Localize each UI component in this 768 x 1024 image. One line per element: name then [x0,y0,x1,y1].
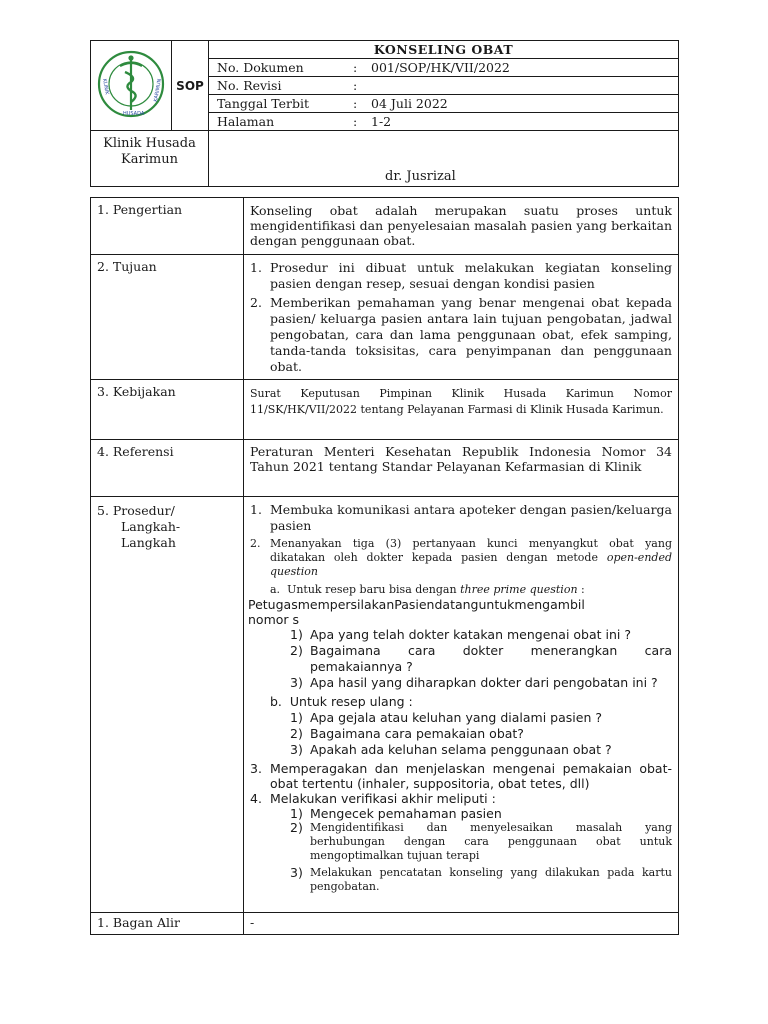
sop-label: SOP [172,41,209,131]
document-title: KONSELING OBAT [209,41,679,59]
text-kebijakan: Surat Keputusan Pimpinan Klinik Husada Karimun Nomor 11/SK/HK/VII/2022 tentang Pelayanan Farmasi di Klinik Husada Karimun. [244,380,679,440]
no-dokumen-value: 001/SOP/HK/VII/2022 [371,59,510,75]
list-item: 1) Apa yang telah dokter katakan mengenai obat ini ? [290,627,632,642]
list-item: 1. Prosedur ini dibuat untuk melakukan kegiatan konseling pasien dengan resep, sesuai dengan kondisi pasien [250,260,672,291]
step2a: a. Untuk resep baru bisa dengan three prime question : [270,583,585,596]
step2b-questions [250,710,672,758]
field-no-dokumen: No. Dokumen : 001/SOP/HK/VII/2022 [209,59,679,77]
list-item: 2) Bagaimana cara pemakaian obat? [290,726,524,741]
label-pengertian: 1. Pengertian [91,198,244,255]
step2b: b. Untuk resep ulang : [270,694,413,709]
label-prosedur: 5. Prosedur/ Langkah- Langkah [91,497,244,913]
list-item: 2. Menanyakan tiga (3) pertanyaan kunci menyangkut obat yang dikatakan oleh dokter kepada pasien dengan metode open-ended question [250,537,672,578]
list-item: 1) Apa gejala atau keluhan yang dialami pasien ? [290,710,602,725]
header-table [90,40,679,187]
list-item: 3) Apa hasil yang diharapkan dokter dari pengobatan ini ? [290,675,658,690]
tanggal-terbit-value: 04 Juli 2022 [371,95,448,111]
label-tujuan: 2. Tujuan [91,255,244,380]
logo-cell [91,41,172,131]
label-referensi: 4. Referensi [91,440,244,497]
list-item: 2) Bagaimana cara dokter menerangkan cara pemakaiannya ? [290,643,672,674]
list-item: 2) Mengidentifikasi dan menyelesaikan masalah yang berhubungan dengan cara penggunaan obat untuk mengoptimalkan tujuan terapi [290,820,672,862]
list-item: 1. Membuka komunikasi antara apoteker dengan pasien/keluarga pasien [250,502,672,533]
list-item: 1) Mengecek pemahaman pasien [290,806,502,821]
field-tanggal-terbit: Tanggal Terbit : 04 Juli 2022 [209,95,679,113]
label-bagan-alir: 1. Bagan Alir [91,913,244,935]
text-referensi: Peraturan Menteri Kesehatan Republik Indonesia Nomor 34 Tahun 2021 tentang Standar Pelayanan Kefarmasian di Klinik [244,440,679,497]
svg-text:HUSADA: HUSADA [123,111,145,117]
step2a-note: PetugasmempersilakanPasiendatanguntukmengambil nomor s [248,597,585,627]
sop-body-table [90,197,679,935]
list-item: 3) Melakukan pencatatan konseling yang dilakukan pada kartu pengobatan. [290,865,672,893]
clinic-logo [93,44,169,124]
bagan-alir-value: - [244,913,679,935]
svg-text:KLINIK: KLINIK [101,78,110,96]
field-no-revisi: No. Revisi : [209,77,679,95]
label-kebijakan: 3. Kebijakan [91,380,244,440]
prosedur-content [244,497,679,913]
text-pengertian: Konseling obat adalah merupakan suatu proses untuk mengidentifikasi dan penyelesaian masalah pasien yang berkaitan dengan penggunaan obat. [244,198,679,255]
list-item: 3) Apakah ada keluhan selama penggunaan obat ? [290,742,612,757]
field-halaman: Halaman : 1-2 [209,113,679,131]
halaman-value: 1-2 [371,113,392,129]
list-item: 4. Melakukan verifikasi akhir meliputi : [250,791,496,806]
clinic-name: Klinik Husada Karimun [91,131,209,187]
svg-text:KARIMUN: KARIMUN [153,78,164,103]
list-item: 3. Memperagakan dan menjelaskan mengenai pemakaian obat-obat tertentu (inhaler, suppositoria, obat tetes, dll) [250,761,672,791]
tujuan-list [244,255,679,380]
signatory: dr. Jusrizal [209,131,679,187]
step2a-questions [250,627,672,691]
list-item: 2. Memberikan pemahaman yang benar mengenai obat kepada pasien/ keluarga pasien antara lain tujuan pengobatan, jadwal pengobatan, cara dan lama penggunaan obat, efek samping, tanda-tanda toksisitas, cara penyimpanan dan penggunaan obat. [250,295,672,374]
step4-items [250,806,672,894]
